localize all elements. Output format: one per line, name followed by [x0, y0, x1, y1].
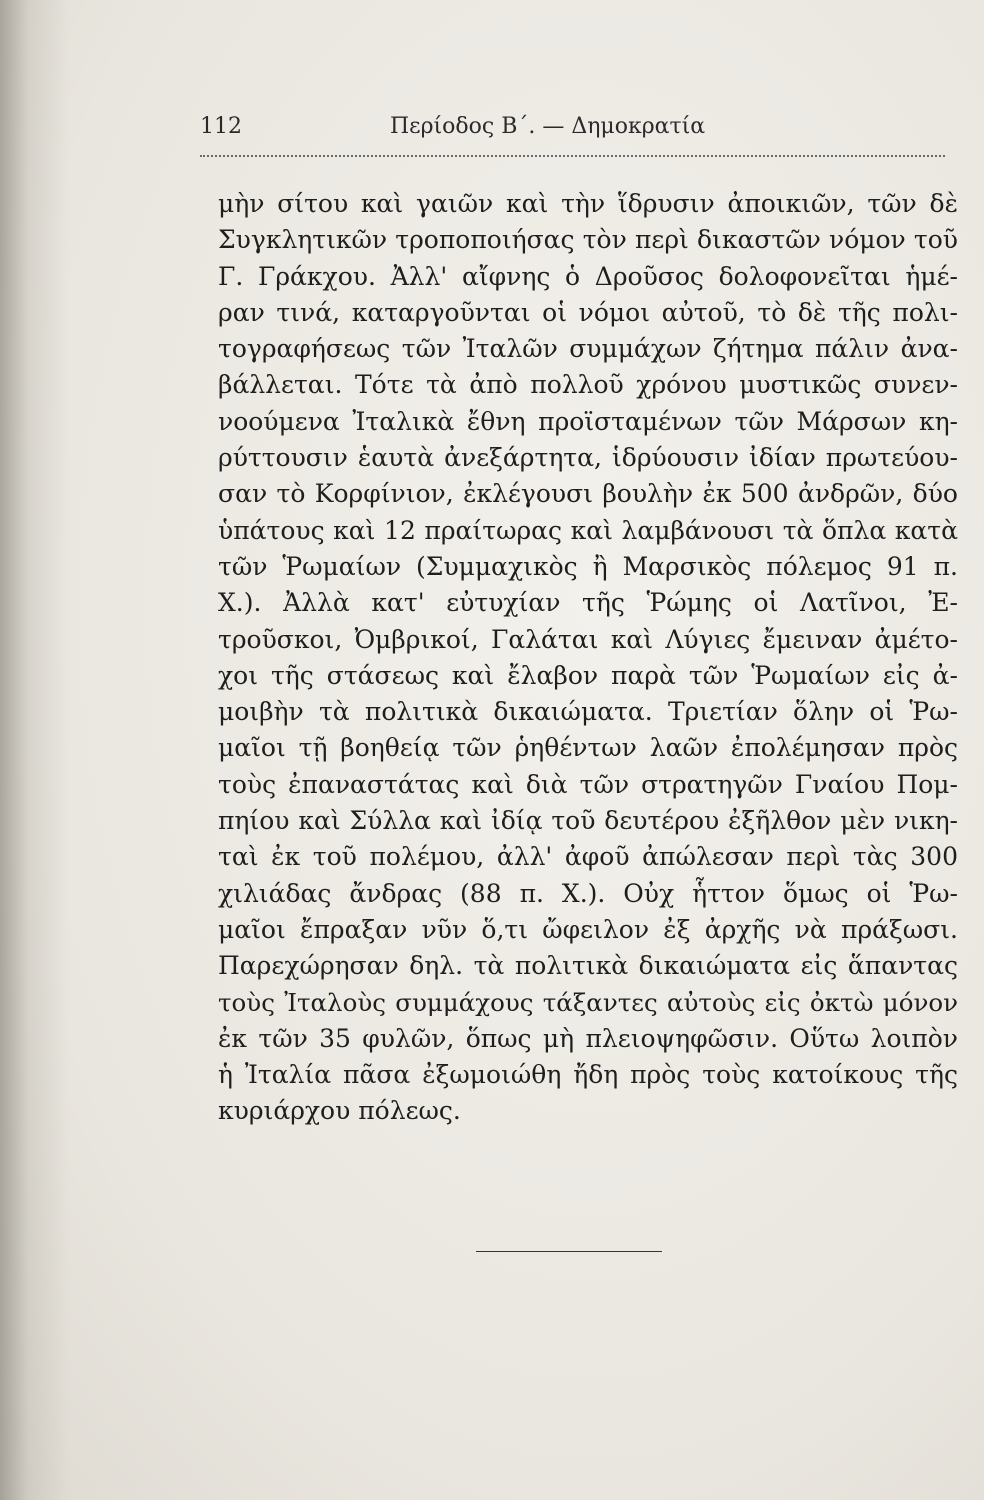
text-line: Παρεχώρησαν δηλ. τὰ πολιτικὰ δικαιώματα εἰς ἅπαντας [218, 951, 958, 981]
text-line: πηίου καὶ Σύλλα καὶ ἰδίᾳ τοῦ δευτέρου ἐξῆλθον μὲν νικη- [218, 806, 958, 836]
spine-shadow [0, 0, 70, 1500]
text-line: ὑπάτους καὶ 12 πραίτωρας καὶ λαμβάνουσι τὰ ὅπλα κατὰ [218, 515, 958, 545]
text-line: ρύττουσιν ἑαυτὰ ἀνεξάρτητα, ἱδρύουσιν ἰδίαν πρωτεύου- [218, 443, 958, 473]
text-line: μαῖοι ἔπραξαν νῦν ὅ,τι ὤφειλον ἐξ ἀρχῆς νὰ πράξωσι. [218, 914, 958, 944]
text-line: Χ.). Ἀλλὰ κατ' εὐτυχίαν τῆς Ῥώμης οἱ Λατῖνοι, Ἐ- [218, 588, 958, 618]
text-line: ταὶ ἐκ τοῦ πολέμου, ἀλλ' ἀφοῦ ἀπώλεσαν περὶ τὰς 300 [218, 842, 958, 872]
text-line: σαν τὸ Κορφίνιον, ἐκλέγουσι βουλὴν ἐκ 500 ἀνδρῶν, δύο [218, 479, 958, 509]
page-header [200, 108, 945, 152]
text-line: μοιβὴν τὰ πολιτικὰ δικαιώματα. Τριετίαν ὅλην οἱ Ῥω- [218, 697, 958, 727]
text-line: ραν τινά, καταργοῦνται οἱ νόμοι αὐτοῦ, τὸ δὲ τῆς πολι- [218, 297, 958, 327]
text-line: τῶν Ῥωμαίων (Συμμαχικὸς ἢ Μαρσικὸς πόλεμος 91 π. [218, 551, 958, 581]
running-head: Περίοδος Β΄. — Δημοκρατία [390, 114, 706, 139]
text-line: νοούμενα Ἰταλικὰ ἔθνη προϊσταμένων τῶν Μάρσων κη- [218, 406, 958, 436]
text-line: χοι τῆς στάσεως καὶ ἔλαβον παρὰ τῶν Ῥωμαίων εἰς ἀ- [218, 660, 958, 690]
page-number: 112 [200, 114, 242, 139]
text-line: Γ. Γράκχου. Ἀλλ' αἴφνης ὁ Δροῦσος δολοφονεῖται ἡμέ- [218, 261, 958, 291]
body-text [218, 186, 958, 1130]
text-line: κυριάρχου πόλεως. [218, 1096, 461, 1126]
text-line: Συγκλητικῶν τροποποιήσας τὸν περὶ δικαστῶν νόμον τοῦ [218, 225, 958, 255]
chapter-end-rule [476, 1251, 662, 1252]
text-line: ἐκ τῶν 35 φυλῶν, ὅπως μὴ πλειοψηφῶσιν. Οὕτω λοιπὸν [218, 1023, 958, 1053]
text-line: χιλιάδας ἄνδρας (88 π. Χ.). Οὐχ ἧττον ὅμως οἱ Ῥω- [218, 878, 958, 908]
text-line: τροῦσκοι, Ὀμβρικοί, Γαλάται καὶ Λύγιες ἔμειναν ἀμέτο- [218, 624, 958, 654]
header-rule [200, 155, 945, 157]
text-line: βάλλεται. Τότε τὰ ἀπὸ πολλοῦ χρόνου μυστικῶς συνεν- [218, 370, 958, 400]
text-line: μαῖοι τῇ βοηθείᾳ τῶν ῥηθέντων λαῶν ἐπολέμησαν πρὸς [218, 733, 958, 763]
text-line: τογραφήσεως τῶν Ἰταλῶν συμμάχων ζήτημα πάλιν ἀνα- [218, 334, 958, 364]
text-line: τοὺς Ἰταλοὺς συμμάχους τάξαντες αὐτοὺς εἰς ὀκτὼ μόνον [218, 987, 958, 1017]
text-line: ἡ Ἰταλία πᾶσα ἐξωμοιώθη ἤδη πρὸς τοὺς κατοίκους τῆς [218, 1060, 958, 1090]
text-line: μὴν σίτου καὶ γαιῶν καὶ τὴν ἵδρυσιν ἀποικιῶν, τῶν δὲ [218, 189, 958, 218]
text-line: τοὺς ἐπαναστάτας καὶ διὰ τῶν στρατηγῶν Γναίου Πομ- [218, 769, 958, 799]
